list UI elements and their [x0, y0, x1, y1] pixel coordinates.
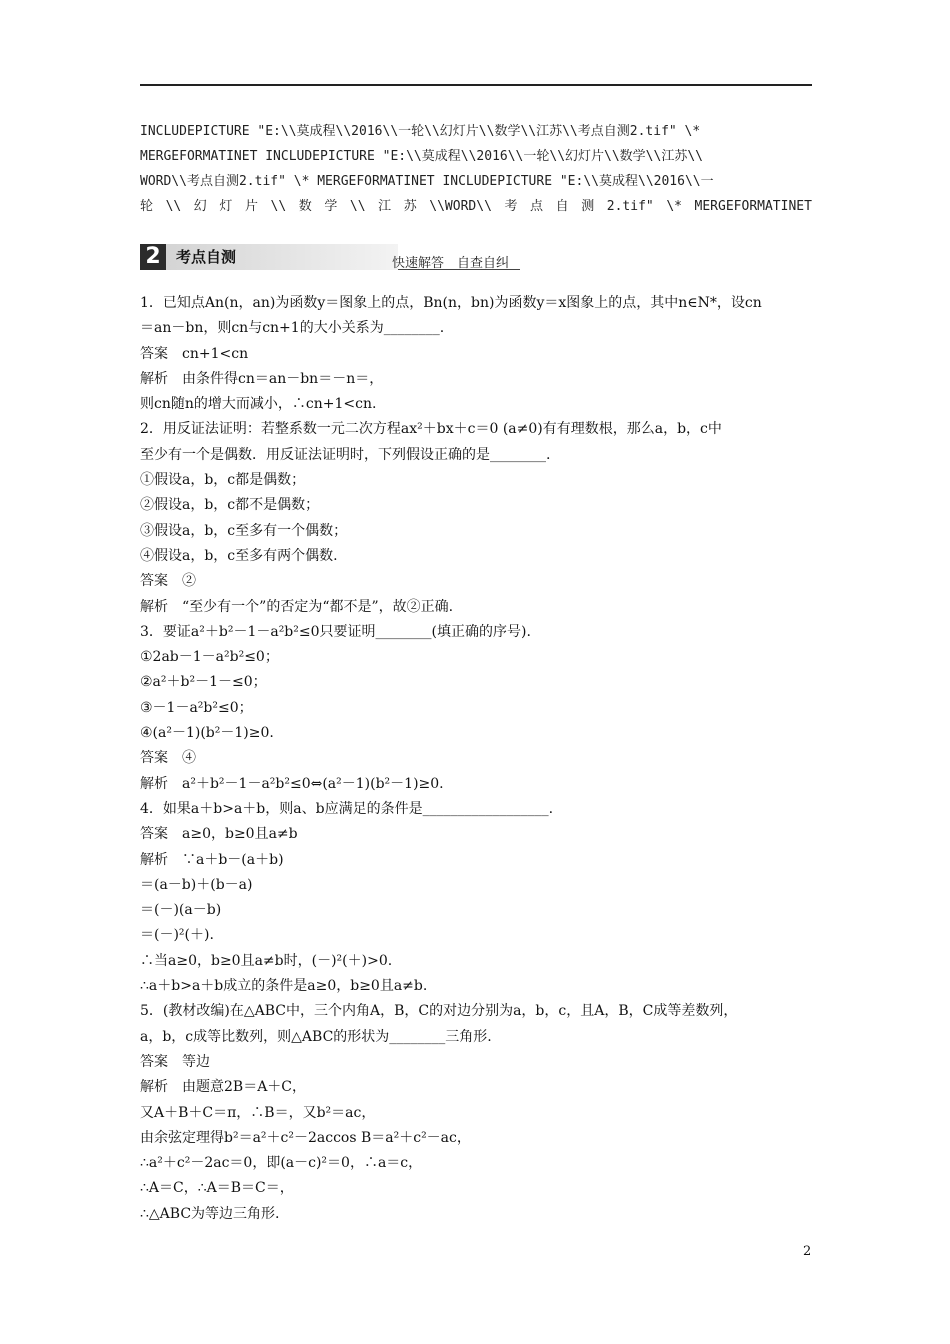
- content-line: 4．如果a＋b>a＋b，则a、b应满足的条件是__________________.: [140, 800, 554, 817]
- content-line: 解析 由条件得cn＝an－bn＝－n＝，: [140, 370, 384, 387]
- field-token: 考: [504, 199, 518, 214]
- section-number: 2: [140, 244, 166, 270]
- field-token: 2.tif": [606, 199, 654, 214]
- content-line: ①假设a，b，c都是偶数；: [140, 472, 306, 489]
- content-line: ②假设a，b，c都不是偶数；: [140, 497, 320, 514]
- content-line: ＝an－bn，则cn与cn+1的大小关系为________.: [140, 320, 445, 337]
- content-line: ④假设a，b，c至多有两个偶数.: [140, 547, 338, 564]
- field-token: 灯: [219, 199, 233, 214]
- content-line: ④(a²－1)(b²－1)≥0.: [140, 725, 274, 742]
- field-token: \\: [270, 199, 287, 214]
- content-line: 1．已知点An(n，an)为函数y＝图象上的点，Bn(n，bn)为函数y＝x图象上的点，其中n∈N*，设cn: [140, 295, 762, 311]
- content-line: ∴a²＋c²－2ac＝0，即(a－c)²＝0，∴a＝c，: [140, 1155, 423, 1172]
- content-line: 由余弦定理得b²＝a²＋c²－2accos B＝a²＋c²－ac，: [140, 1129, 471, 1146]
- field-token: 数: [298, 199, 312, 214]
- field-token: 学: [324, 199, 338, 214]
- header-rule: [140, 84, 812, 86]
- content-line: 答案 ②: [140, 573, 196, 590]
- field-line-last: [140, 194, 812, 219]
- field-token: 轮: [140, 199, 154, 214]
- field-line: MERGEFORMATINET INCLUDEPICTURE "E:\\莫成程\\2016\\一轮\\幻灯片\\数学\\江苏\\: [140, 149, 703, 164]
- section-title-bar: [166, 244, 398, 270]
- content-line: 至少有一个是偶数．用反证法证明时，下列假设正确的是________.: [140, 446, 551, 463]
- field-token: \*: [666, 199, 682, 214]
- content-line: 解析 “至少有一个”的否定为“都不是”，故②正确.: [140, 598, 454, 615]
- content-line: ∴a＋b>a＋b成立的条件是a≥0，b≥0且a≠b.: [140, 978, 428, 995]
- field-token: 江: [378, 199, 392, 214]
- content-line: ∴当a≥0，b≥0且a≠b时，(－)²(＋)>0.: [140, 952, 393, 969]
- content-line: 又A＋B＋C＝π，∴B＝，又b²＝ac，: [140, 1104, 376, 1121]
- field-token: \\: [165, 199, 182, 214]
- content-line: 答案 等边: [140, 1053, 210, 1070]
- content-line: ②a²＋b²－1－≤0；: [140, 674, 267, 691]
- content-line: ①2ab－1－a²b²≤0；: [140, 649, 279, 666]
- field-token: 测: [581, 199, 595, 214]
- content-line: ∴A＝C，∴A＝B＝C＝，: [140, 1180, 294, 1197]
- content-line: 解析 由题意2B＝A＋C，: [140, 1079, 307, 1096]
- content-line: 5．(教材改编)在△ABC中，三个内角A，B，C的对边分别为a，b，c，且A，B，C成等差数列，: [140, 1003, 738, 1020]
- content-line: ③－1－a²b²≤0；: [140, 699, 253, 716]
- field-token: 点: [530, 199, 544, 214]
- content-line: ＝(－)(a－b): [140, 902, 222, 919]
- field-line: WORD\\考点自测2.tif" \* MERGEFORMATINET INCLUDEPICTURE "E:\\莫成程\\2016\\一: [140, 174, 714, 189]
- section-subtitle-rule: [398, 269, 520, 270]
- field-token: 自: [555, 199, 569, 214]
- content-line: 解析 a²＋b²－1－a²b²≤0⇔(a²－1)(b²－1)≥0.: [140, 775, 444, 792]
- field-token: MERGEFORMATINET: [694, 199, 812, 214]
- content-line: 答案 cn+1<cn: [140, 345, 249, 362]
- content-line: 答案 ④: [140, 750, 196, 767]
- content-line: ＝(－)²(＋).: [140, 927, 214, 944]
- content-line: ＝(a－b)＋(b－a): [140, 876, 253, 893]
- content-line: 3．要证a²＋b²－1－a²b²≤0只要证明________(填正确的序号).: [140, 623, 531, 640]
- field-token: 苏: [403, 199, 417, 214]
- page-number: 2: [803, 1244, 812, 1259]
- field-line: INCLUDEPICTURE "E:\\莫成程\\2016\\一轮\\幻灯片\\数学\\江苏\\考点自测2.tif" \*: [140, 124, 701, 139]
- includepicture-field-code: [140, 119, 812, 219]
- field-token: \\WORD\\: [429, 199, 492, 214]
- content-line: ③假设a，b，c至多有一个偶数；: [140, 522, 348, 539]
- content-line: ∴△ABC为等边三角形.: [140, 1205, 280, 1222]
- section-subtitle: 快速解答 自查自纠: [392, 256, 510, 271]
- section-header: [140, 244, 520, 270]
- content-line: 解析 ∵a＋b－(a＋b): [140, 851, 284, 868]
- field-token: 幻: [193, 199, 207, 214]
- section-title: 考点自测: [176, 248, 237, 266]
- content-line: 答案 a≥0，b≥0且a≠b: [140, 826, 298, 843]
- content-line: 2．用反证法证明：若整系数一元二次方程ax²＋bx＋c＝0 (a≠0)有有理数根，那么a，b，c中: [140, 421, 722, 438]
- exercise-content: [140, 291, 816, 1227]
- field-token: 片: [244, 199, 258, 214]
- content-line: 则cn随n的增大而减小，∴cn+1<cn.: [140, 396, 377, 413]
- content-line: a，b，c成等比数列，则△ABC的形状为________三角形.: [140, 1028, 492, 1045]
- field-token: \\: [349, 199, 366, 214]
